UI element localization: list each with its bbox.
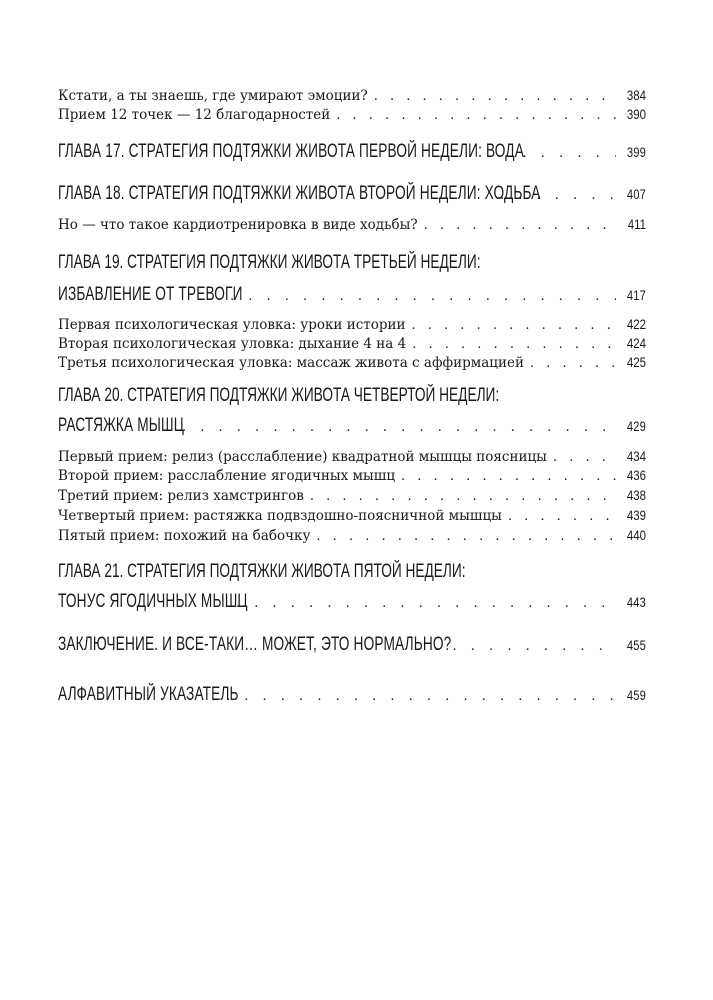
toc-chapter — [58, 590, 646, 616]
toc-entry — [58, 215, 646, 235]
toc-entry-title: Вторая психологическая уловка: дыхание 4 на 4 — [58, 336, 407, 352]
toc-entry — [58, 506, 646, 526]
toc-entry — [58, 86, 646, 106]
toc-chapter — [58, 283, 646, 309]
dot-leader — [508, 508, 616, 526]
toc-chapter-title: ГЛАВА 18. СТРАТЕГИЯ ПОДТЯЖКИ ЖИВОТА ВТОРОЙ НЕДЕЛИ: ХОДЬБА — [58, 183, 541, 204]
dot-leader — [236, 592, 616, 616]
toc-chapter-title: ГЛАВА 17. СТРАТЕГИЯ ПОДТЯЖКИ ЖИВОТА ПЕРВОЙ НЕДЕЛИ: ВОДА — [58, 141, 524, 162]
toc-chapter-title-line1: ГЛАВА 20. СТРАТЕГИЯ ПОДТЯЖКИ ЖИВОТА ЧЕТВЕРТОЙ НЕДЕЛИ: — [58, 385, 500, 406]
dot-leader — [412, 317, 616, 335]
toc-entry-page: 422 — [626, 316, 646, 332]
toc-entry — [58, 466, 646, 486]
toc-chapter-title-line1: ГЛАВА 21. СТРАТЕГИЯ ПОДТЯЖКИ ЖИВОТА ПЯТОЙ НЕДЕЛИ: — [58, 561, 466, 582]
toc-entry-page: 440 — [626, 527, 646, 543]
dot-leader — [182, 416, 616, 440]
dot-leader — [310, 488, 616, 506]
toc-entry-title: Но — что такое кардиотренировка в виде ходьбы? — [58, 217, 418, 233]
dot-leader — [316, 528, 616, 546]
toc-chapter — [58, 182, 646, 208]
toc-chapter-title: ЗАКЛЮЧЕНИЕ. И ВСЕ-ТАКИ… МОЖЕТ, ЭТО НОРМАЛЬНО? — [58, 634, 452, 655]
toc-chapter-title: РАСТЯЖКА МЫШЦ — [58, 415, 184, 436]
toc-entry-title: Второй прием: расслабление ягодичных мышц — [58, 468, 396, 484]
toc-chapter-page: 407 — [626, 186, 646, 202]
dot-leader — [226, 685, 616, 709]
toc-entry-page: 438 — [626, 487, 646, 503]
toc-entry-title: Пятый прием: похожий на бабочку — [58, 528, 311, 544]
toc-entry — [58, 353, 646, 373]
toc-entry-page: 384 — [626, 87, 646, 103]
toc-entry — [58, 447, 646, 467]
toc-chapter — [58, 414, 646, 440]
toc-chapter — [58, 683, 646, 709]
toc-entry-page: 436 — [626, 467, 646, 483]
dot-leader — [374, 88, 616, 106]
toc-entry — [58, 334, 646, 354]
toc-entry-page: 411 — [627, 216, 646, 232]
toc-chapter-heading — [58, 560, 624, 584]
toc-entry-title: Кстати, а ты знаешь, где умирают эмоции? — [58, 88, 368, 104]
toc-entry-page: 390 — [626, 106, 646, 122]
toc-chapter-page: 459 — [626, 687, 646, 703]
toc-entry-title: Первый прием: релиз (расслабление) квадратной мышцы поясницы — [58, 449, 547, 465]
toc-entry-page: 439 — [626, 507, 646, 523]
toc-entry-title: Прием 12 точек — 12 благодарностей — [58, 107, 331, 123]
toc-chapter-page: 455 — [626, 637, 646, 653]
toc-chapter-page: 417 — [626, 287, 646, 303]
toc-chapter-heading — [58, 251, 645, 275]
toc-entry-title: Четвертый прием: растяжка подвздошно-поясничной мышцы — [58, 508, 502, 524]
toc-entry-title: Третья психологическая уловка: массаж живота с аффирмацией — [58, 355, 524, 371]
toc-entry-page: 434 — [626, 448, 646, 464]
dot-leader — [230, 285, 616, 309]
table-of-contents — [58, 0, 646, 1000]
toc-chapter-title-line1: ГЛАВА 19. СТРАТЕГИЯ ПОДТЯЖКИ ЖИВОТА ТРЕТЬЕЙ НЕДЕЛИ: — [58, 252, 481, 273]
dot-leader — [530, 355, 616, 373]
dot-leader — [412, 336, 616, 354]
toc-chapter — [58, 633, 646, 659]
dot-leader — [424, 217, 616, 235]
toc-chapter-page: 443 — [626, 594, 646, 610]
toc-chapter-heading — [58, 384, 671, 408]
dot-leader — [401, 468, 616, 486]
toc-entry — [58, 315, 646, 335]
toc-entry — [58, 526, 646, 546]
toc-chapter-title: ТОНУС ЯГОДИЧНЫХ МЫШЦ — [58, 591, 248, 612]
toc-entry-title: Первая психологическая уловка: уроки истории — [58, 317, 406, 333]
toc-chapter-page: 399 — [626, 144, 646, 160]
toc-entry-page: 425 — [626, 354, 646, 370]
dot-leader — [553, 449, 616, 467]
dot-leader — [336, 107, 616, 125]
toc-entry-page: 424 — [626, 335, 646, 351]
toc-chapter-title: АЛФАВИТНЫЙ УКАЗАТЕЛЬ — [58, 684, 239, 705]
toc-entry — [58, 105, 646, 125]
toc-chapter — [58, 140, 646, 166]
toc-entry-title: Третий прием: релиз хамстрингов — [58, 488, 304, 504]
toc-chapter-title: ИЗБАВЛЕНИЕ ОТ ТРЕВОГИ — [58, 284, 243, 305]
toc-entry — [58, 486, 646, 506]
toc-chapter-page: 429 — [626, 418, 646, 434]
